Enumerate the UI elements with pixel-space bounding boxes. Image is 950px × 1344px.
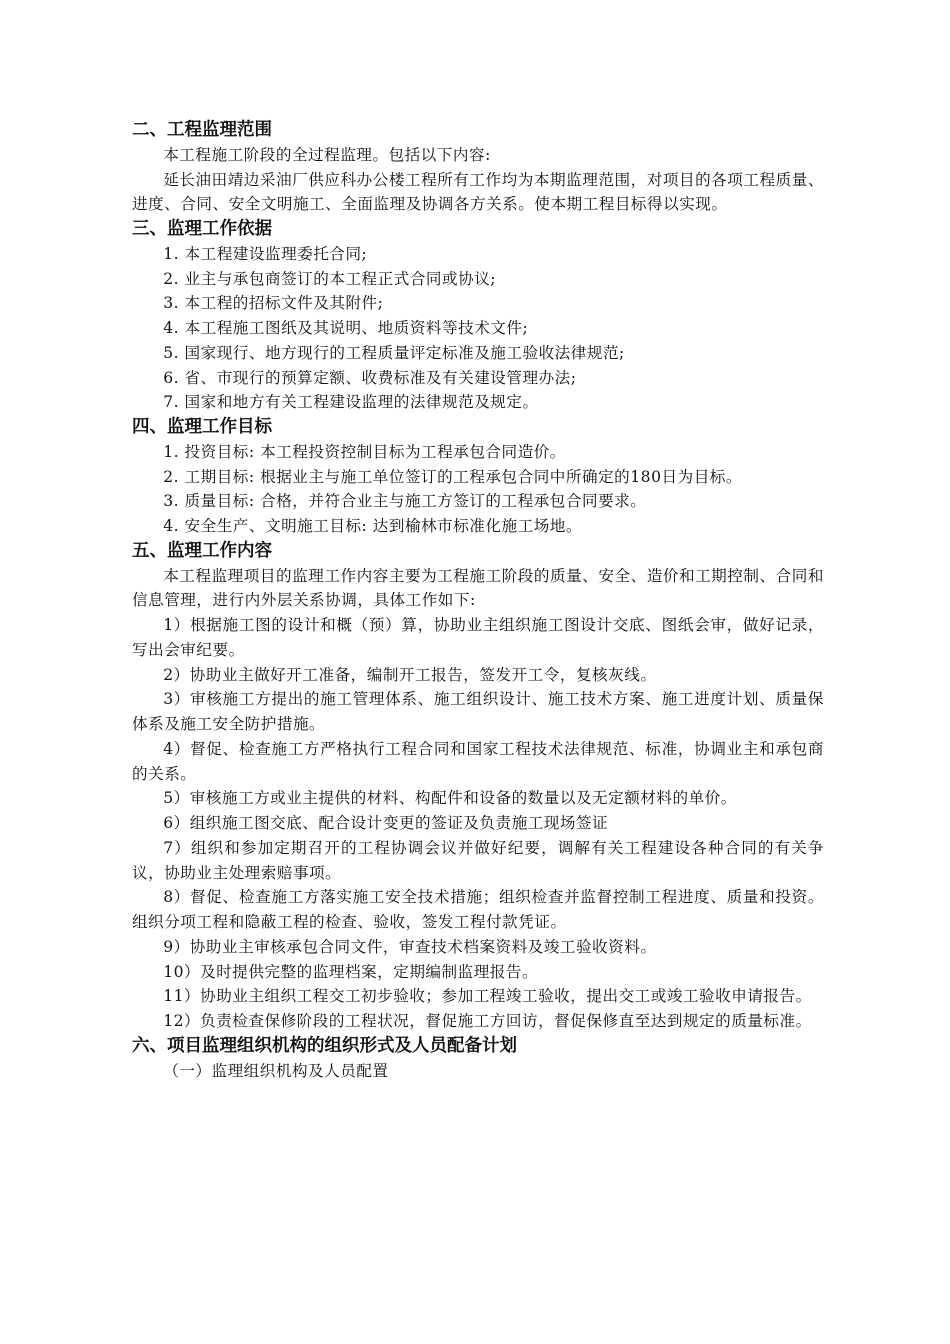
list-item: 9）协助业主审核承包合同文件，审查技术档案资料及竣工验收资料。 xyxy=(163,937,657,956)
paragraph: 延长油田靖边采油厂供应科办公楼工程所有工作均为本期监理范围，对项目的各项工程质量、进度、合同、安全文明施工、全面监理及协调各方关系。使本期工程目标得以实现。 xyxy=(132,170,824,214)
section-heading: 六、项目监理组织机构的组织形式及人员配备计划 xyxy=(132,1035,517,1056)
list-item: 2. 工期目标: 根据业主与施工单位签订的工程承包合同中所确定的180日为目标。 xyxy=(163,467,742,486)
section-heading: 三、监理工作依据 xyxy=(132,219,272,239)
list-item: 2. 业主与承包商签订的本工程正式合同或协议; xyxy=(163,269,497,288)
list-item: 11）协助业主组织工程交工初步验收；参加工程竣工验收，提出交工或竣工验收申请报告。 xyxy=(163,987,812,1006)
list-item: 3）审核施工方提出的施工管理体系、施工组织设计、施工技术方案、施工进度计划、质量保体系及施工安全防护措施。 xyxy=(132,690,824,733)
list-item: 1）根据施工图的设计和概（预）算，协助业主组织施工图设计交底、图纸会审，做好记录，写出会审纪要。 xyxy=(132,616,824,659)
subsection-heading: （一）监理组织机构及人员配置 xyxy=(163,1061,389,1080)
list-item: 2）协助业主做好开工准备，编制开工报告，签发开工令，复核灰线。 xyxy=(163,665,657,684)
list-item: 6）组织施工图交底、配合设计变更的签证及负责施工现场签证 xyxy=(163,814,609,832)
list-item: 6. 省、市现行的预算定额、收费标准及有关建设管理办法; xyxy=(163,368,577,387)
list-item: 4）督促、检查施工方严格执行工程合同和国家工程技术法律规范、标准，协调业主和承包商的关系。 xyxy=(132,739,824,783)
paragraph: 本工程监理项目的监理工作内容主要为工程施工阶段的质量、安全、造价和工期控制、合同和信息管理，进行内外层关系协调，具体工作如下: xyxy=(132,566,824,610)
list-item: 4. 本工程施工图纸及其说明、地质资料等技术文件; xyxy=(163,319,529,337)
list-item: 7）组织和参加定期召开的工程协调会议并做好纪要，调解有关工程建设各种合同的有关争议，协助业主处理索赔事项。 xyxy=(132,838,824,882)
document-body xyxy=(132,118,824,1083)
section-heading: 二、工程监理范围 xyxy=(132,120,272,140)
list-item: 3. 本工程的招标文件及其附件; xyxy=(163,294,384,313)
list-item: 10）及时提供完整的监理档案，定期编制监理报告。 xyxy=(163,962,539,981)
list-item: 1. 投资目标: 本工程投资控制目标为工程承包合同造价。 xyxy=(163,442,566,461)
list-item: 7. 国家和地方有关工程建设监理的法律规范及规定。 xyxy=(163,393,539,412)
section-heading: 五、监理工作内容 xyxy=(132,540,272,561)
list-item: 3. 质量目标: 合格，并符合业主与施工方签订的工程承包合同要求。 xyxy=(163,492,647,511)
list-item: 12）负责检查保修阶段的工程状况，督促施工方回访，督促保修直至达到规定的质量标准。 xyxy=(163,1012,812,1030)
list-item: 8）督促、检查施工方落实施工安全技术措施；组织检查并监督控制工程进度、质量和投资。组织分项工程和隐蔽工程的检查、验收，签发工程付款凭证。 xyxy=(132,888,824,931)
section-heading: 四、监理工作目标 xyxy=(132,417,272,437)
list-item: 1. 本工程建设监理委托合同; xyxy=(163,244,368,263)
list-item: 5）审核施工方或业主提供的材料、构配件和设备的数量以及无定额材料的单价。 xyxy=(163,789,737,808)
list-item: 4. 安全生产、文明施工目标: 达到榆林市标准化施工场地。 xyxy=(163,517,582,535)
list-item: 5. 国家现行、地方现行的工程质量评定标准及施工验收法律规范; xyxy=(163,343,625,362)
paragraph: 本工程施工阶段的全过程监理。包括以下内容: xyxy=(163,145,491,164)
